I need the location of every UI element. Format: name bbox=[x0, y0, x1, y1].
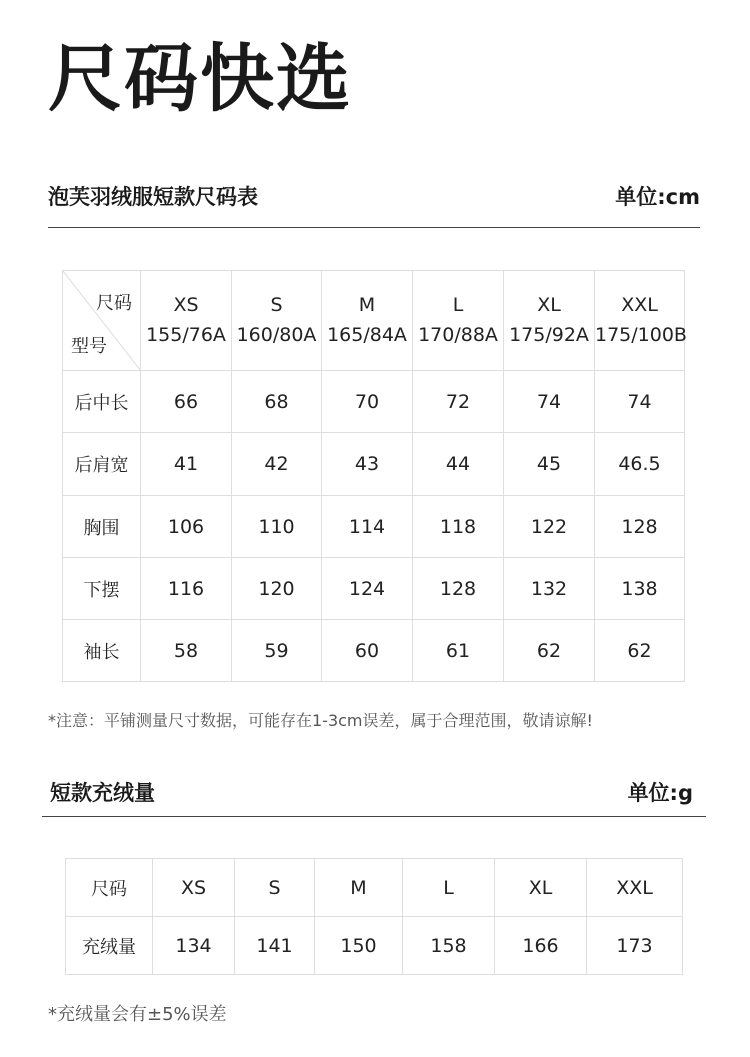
table-cell: 120 bbox=[232, 558, 322, 620]
table-row bbox=[63, 620, 685, 682]
table-cell: 128 bbox=[595, 496, 685, 558]
row-label: 袖长 bbox=[63, 620, 141, 682]
table-cell: 114 bbox=[322, 496, 413, 558]
size-cell: XS bbox=[153, 859, 235, 917]
table-cell: 45 bbox=[504, 433, 595, 496]
table-cell: 138 bbox=[595, 558, 685, 620]
table-row bbox=[63, 496, 685, 558]
row-label: 后中长 bbox=[63, 371, 141, 433]
size-chart-unit: 单位:cm bbox=[615, 185, 700, 209]
column-header-xs bbox=[141, 271, 232, 371]
table-row bbox=[63, 433, 685, 496]
fill-chart-unit: 单位:g bbox=[627, 781, 693, 805]
table-cell: 106 bbox=[141, 496, 232, 558]
table-cell: 60 bbox=[322, 620, 413, 682]
row-label: 后肩宽 bbox=[63, 433, 141, 496]
size-cell: XXL bbox=[587, 859, 683, 917]
table-cell: 74 bbox=[595, 371, 685, 433]
fill-chart-heading: 短款充绒量 bbox=[50, 781, 155, 805]
fill-chart-table bbox=[65, 858, 683, 975]
model-label: 160/80A bbox=[236, 323, 317, 346]
column-header-s bbox=[232, 271, 322, 371]
row-label: 下摆 bbox=[63, 558, 141, 620]
table-cell: 44 bbox=[413, 433, 504, 496]
column-header-xxl bbox=[595, 271, 685, 371]
size-chart-header bbox=[48, 182, 700, 210]
row-label: 胸围 bbox=[63, 496, 141, 558]
size-cell: M bbox=[315, 859, 403, 917]
size-label: XS bbox=[173, 294, 199, 317]
table-cell: 132 bbox=[504, 558, 595, 620]
table-cell: 68 bbox=[232, 371, 322, 433]
table-cell: 70 bbox=[322, 371, 413, 433]
table-cell: 61 bbox=[413, 620, 504, 682]
fill-chart-header-row bbox=[66, 859, 683, 917]
corner-model-label: 型号 bbox=[71, 336, 107, 357]
size-label: S bbox=[270, 294, 283, 317]
table-cell: 46.5 bbox=[595, 433, 685, 496]
corner-cell bbox=[63, 271, 141, 371]
size-chart-divider bbox=[48, 227, 700, 228]
table-cell: 124 bbox=[322, 558, 413, 620]
size-label: XL bbox=[537, 294, 561, 317]
table-cell: 74 bbox=[504, 371, 595, 433]
table-cell: 62 bbox=[595, 620, 685, 682]
table-cell: 150 bbox=[315, 917, 403, 975]
model-label: 170/88A bbox=[418, 323, 498, 346]
table-cell: 59 bbox=[232, 620, 322, 682]
size-cell: L bbox=[403, 859, 495, 917]
size-cell: S bbox=[235, 859, 315, 917]
table-cell: 62 bbox=[504, 620, 595, 682]
table-cell: 128 bbox=[413, 558, 504, 620]
page-title: 尺码快选 bbox=[48, 36, 352, 122]
size-chart-note: *注意：平铺测量尺寸数据，可能存在1-3cm误差，属于合理范围，敬请谅解! bbox=[48, 711, 593, 730]
table-cell: 158 bbox=[403, 917, 495, 975]
model-label: 165/84A bbox=[327, 323, 407, 346]
size-chart-heading: 泡芙羽绒服短款尺码表 bbox=[48, 185, 258, 209]
table-cell: 116 bbox=[141, 558, 232, 620]
corner-size-label: 尺码 bbox=[96, 293, 132, 314]
table-cell: 122 bbox=[504, 496, 595, 558]
table-cell: 118 bbox=[413, 496, 504, 558]
table-cell: 42 bbox=[232, 433, 322, 496]
table-cell: 58 bbox=[141, 620, 232, 682]
table-cell: 41 bbox=[141, 433, 232, 496]
table-cell: 66 bbox=[141, 371, 232, 433]
size-cell: XL bbox=[495, 859, 587, 917]
table-cell: 134 bbox=[153, 917, 235, 975]
table-row bbox=[63, 558, 685, 620]
fill-chart-note: *充绒量会有±5%误差 bbox=[48, 1004, 227, 1025]
table-row bbox=[66, 917, 683, 975]
table-cell: 72 bbox=[413, 371, 504, 433]
table-cell: 43 bbox=[322, 433, 413, 496]
column-header-m bbox=[322, 271, 413, 371]
size-chart-table bbox=[62, 270, 685, 682]
table-cell: 173 bbox=[587, 917, 683, 975]
size-label: M bbox=[358, 294, 376, 317]
table-cell: 141 bbox=[235, 917, 315, 975]
column-header-xl bbox=[504, 271, 595, 371]
model-label: 175/100B bbox=[595, 323, 687, 346]
fill-chart-header bbox=[50, 778, 693, 806]
table-cell: 110 bbox=[232, 496, 322, 558]
size-label: L bbox=[452, 294, 464, 317]
model-label: 175/92A bbox=[509, 323, 589, 346]
fill-chart-divider bbox=[42, 816, 706, 817]
table-cell: 166 bbox=[495, 917, 587, 975]
size-chart-header-row bbox=[63, 271, 685, 371]
size-header-label: 尺码 bbox=[66, 859, 153, 917]
row-label: 充绒量 bbox=[66, 917, 153, 975]
column-header-l bbox=[413, 271, 504, 371]
size-label: XXL bbox=[621, 294, 658, 317]
table-row bbox=[63, 371, 685, 433]
model-label: 155/76A bbox=[146, 323, 226, 346]
